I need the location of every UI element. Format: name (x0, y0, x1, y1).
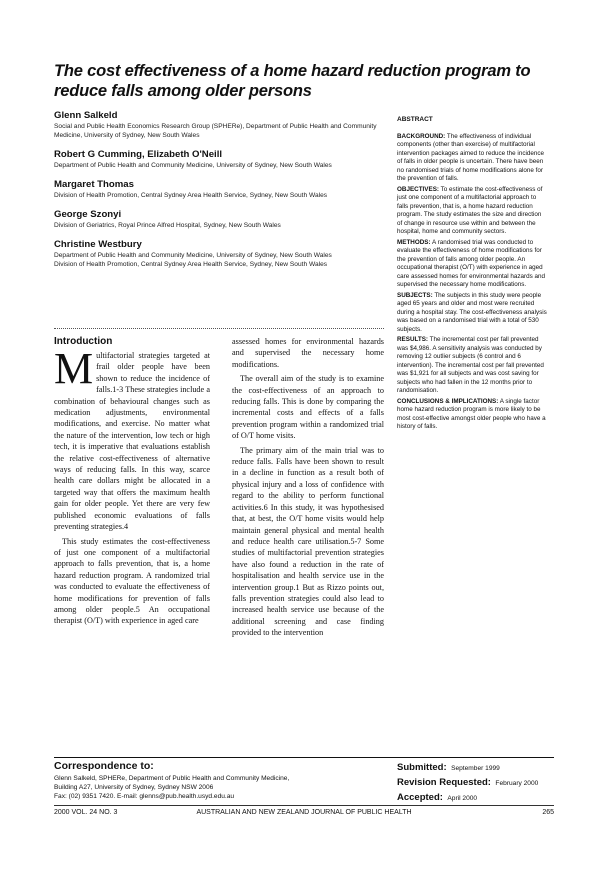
article-dates (397, 760, 557, 805)
correspondence-line: Glenn Salkeld, SPHERe, Department of Public Health and Community Medicine, (54, 775, 290, 782)
abstract-section-text: The incremental cost per fall prevented was $4,986. A sensitivity analysis was conducted by removing 12 outlier subjects (6 control and 6 intervention). The incremental cost per fall prevented was $1,921 for all subjects and was cost saving for subjects who had fallen in the 12 months prior to randomisation. (397, 336, 544, 394)
date-value: September 1999 (451, 765, 500, 772)
abstract-box (397, 116, 547, 434)
abstract-section (397, 398, 547, 432)
drop-cap: M (54, 344, 94, 393)
body-column-right (232, 336, 384, 642)
date-label: Accepted: (397, 792, 443, 803)
paragraph-text: This study estimates the cost-effectiveness of just one component of a multifactorial approach to falls prevention, that is, a home hazard reduction program. A randomized trial was conducted to evaluate the effectiveness of home modifications for prevention of falls among older people.5 An occupational therapist (O/T) with experience in aged care (54, 536, 210, 626)
correspondence-block (54, 760, 374, 801)
abstract-section (397, 133, 547, 184)
abstract-heading: ABSTRACT (397, 116, 433, 123)
body-paragraph: The overall aim of the study is to examine the cost-effectiveness of an approach to reducing falls. This is done by comparing the incremental costs and effects of a falls prevention program within a randomized trial of O/T home visits. (232, 374, 384, 441)
author-entry (54, 149, 384, 170)
author-name: Christine Westbury (54, 239, 142, 250)
date-value: April 2000 (447, 795, 478, 802)
abstract-section (397, 186, 547, 237)
correspondence-heading: Correspondence to: (54, 760, 154, 772)
author-affiliation: Department of Public Health and Community Medicine, University of Sydney, New South Wales (54, 252, 332, 259)
abstract-section-label: SUBJECTS: (397, 291, 433, 299)
correspondence-line: Fax: (02) 9351 7420. E-mail: glenns@pub.health.usyd.edu.au (54, 793, 235, 800)
author-entry (54, 179, 384, 200)
body-paragraph (54, 344, 210, 533)
abstract-section-label: RESULTS: (397, 336, 429, 343)
abstract-section-label: BACKGROUND: (397, 132, 446, 140)
author-entry (54, 239, 384, 269)
author-entry (54, 209, 384, 230)
date-label: Revision Requested: (397, 777, 491, 788)
body-paragraph: The primary aim of the main trial was to reduce falls. Falls have been shown to result in a decline in function as a result both of physical injury and a loss of confidence with regard to the ability to perform functional activities.6 In this study, it was hypothesised that, at best, the O/T home visits would help maintain general physical and mental health and reduce health care utilisation.5-7 Some studies of multifactorial prevention strategies have also found a reduction in the rate of hospitalisation and health service use in the intervention group.1 But as Rizzo points out, falls prevention strategies could also lead to increased health service use because of the additional screening and case finding provided to the intervention (232, 445, 384, 638)
author-affiliation: Division of Health Promotion, Central Sydney Area Health Service, Sydney, New South Wales (54, 192, 328, 199)
footer-journal-name: AUSTRALIAN AND NEW ZEALAND JOURNAL OF PUBLIC HEALTH (196, 809, 412, 816)
correspondence-lines (54, 774, 374, 801)
footer-divider (54, 805, 554, 806)
date-label: Submitted: (397, 762, 447, 773)
abstract-section-text: The subjects in this study were people aged 65 years and older and most were recruited during a hospital stay. The cost-effectiveness analysis was based on a randomised trial with a total of 530 subjects. (397, 291, 547, 333)
body-paragraph (54, 536, 210, 627)
abstract-section-label: METHODS: (397, 238, 431, 246)
abstract-section (397, 336, 547, 396)
author-name: George Szonyi (54, 209, 122, 220)
author-entry (54, 110, 384, 140)
abstract-section-text: A randomised trial was conducted to evaluate the effectiveness of home modifications for the prevention of falls among older people. An occupational therapist (O/T) with experience in aged care assessed homes for environmental hazards and supervised the necessary home modifications. (397, 238, 546, 288)
body-paragraph: assessed homes for environmental hazards and supervised the necessary home modifications. (232, 337, 384, 369)
article-title: The cost effectiveness of a home hazard reduction program to reduce falls among older persons (54, 62, 531, 101)
author-affiliation: Division of Geriatrics, Royal Prince Alfred Hospital, Sydney, New South Wales (54, 222, 281, 229)
author-affiliation: Social and Public Health Economics Research Group (SPHERe), Department of Public Health and Community Medicine, University of Sydney, New South Wales (54, 123, 377, 139)
author-affiliation: Department of Public Health and Community Medicine, University of Sydney, New South Wales (54, 162, 332, 169)
abstract-section-label: OBJECTIVES: (397, 185, 439, 193)
abstract-body (397, 133, 547, 432)
footer-volume: 2000 VOL. 24 NO. 3 (54, 809, 118, 816)
footer-page-number: 265 (542, 809, 554, 816)
abstract-section (397, 239, 547, 290)
correspondence-line: Building A27, University of Sydney, Sydney NSW 2006 (54, 784, 214, 791)
author-list (54, 110, 384, 278)
abstract-section-label: CONCLUSIONS & IMPLICATIONS: (397, 397, 499, 405)
author-name: Margaret Thomas (54, 179, 134, 190)
author-affiliation: Division of Health Promotion, Central Sydney Area Health Service, Sydney, New South Wales (54, 261, 328, 268)
date-row (397, 775, 557, 790)
paragraph-text: ultifactorial strategies targeted at frail older people have been shown to reduce the incidence of falls.1-3 These strategies include a combination of behavioural changes such as medication adjustments, environmental modifications, and exercise. No matter what the nature of the intervention, low tech or high tech, it is imperative that evaluations establish the relative cost-effectiveness of alternative ways of reducing falls. In this way, scarce health care dollars might be allocated in a targeted way that offers the maximum health gain for older people. Yet there are very few published economic evaluations of falls preventing strategies.4 (54, 351, 210, 532)
correspondence-divider (54, 757, 554, 758)
abstract-section-text: A single factor home hazard reduction program is more likely to be most cost-effective amongst older people who have a history of falls. (397, 397, 546, 430)
date-row (397, 790, 557, 805)
introduction-heading: Introduction (54, 336, 113, 347)
date-row (397, 760, 557, 775)
abstract-section-text: The effectiveness of individual components (other than exercise) of multifactorial intervention packages aimed to reduce the incidence of falls in older people is uncertain. There have been no randomised trials of home modifications alone for the prevention of falls. (397, 132, 545, 182)
author-name: Robert G Cumming, Elizabeth O'Neill (54, 149, 223, 160)
abstract-section-text: To estimate the cost-effectiveness of just one component of a multifactorial approach to falls prevention, that is, a home hazard reduction program. The study estimates the size and direction of change in resource use within and between the hospital, home and community sectors. (397, 185, 543, 235)
section-divider (54, 328, 384, 329)
date-value: February 2000 (495, 780, 539, 787)
body-column-left (54, 344, 210, 630)
abstract-section (397, 292, 547, 335)
author-name: Glenn Salkeld (54, 110, 118, 121)
